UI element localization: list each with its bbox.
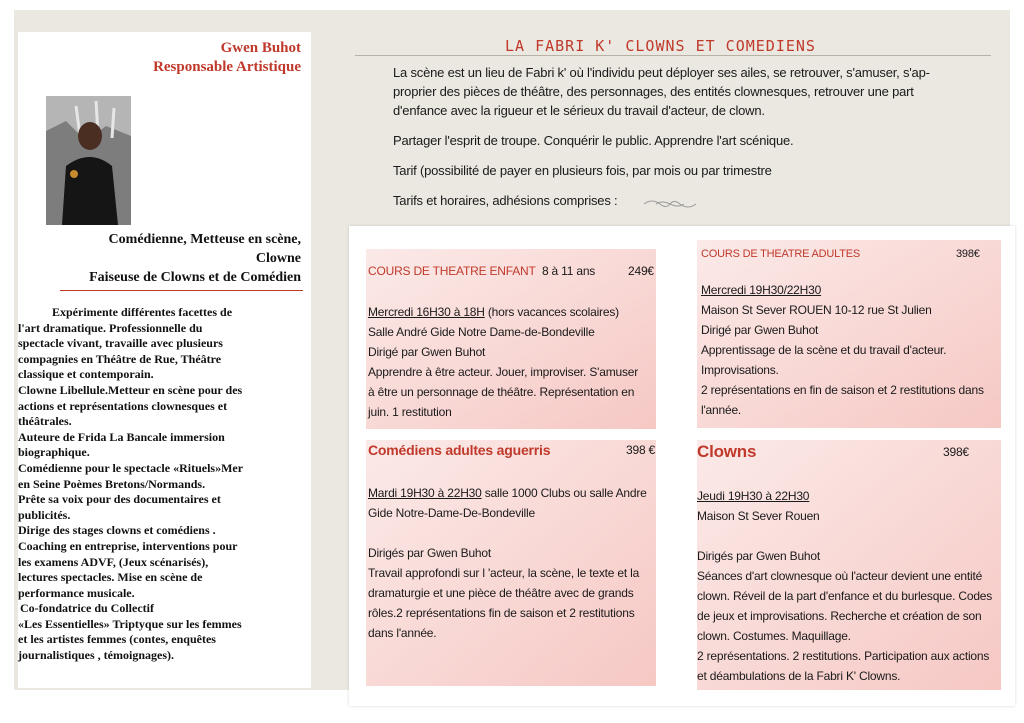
course-line: Apprendre à être acteur. Jouer, improviser. S'amuser: [368, 365, 639, 379]
course-line: Maison St Sever ROUEN 10-12 rue St Julien: [701, 303, 932, 317]
intro-line: Partager l'esprit de troupe. Conquérir le public. Apprendre l'art scénique.: [393, 133, 794, 148]
bio-line: Clowne Libellule.Metteur en scène pour des: [18, 382, 243, 397]
job-description: [28, 230, 301, 287]
intro-paragraph: [393, 161, 988, 180]
profile-column: [18, 32, 311, 688]
course-details: [697, 486, 992, 686]
portrait-photo-icon: [46, 96, 131, 225]
course-details: [701, 280, 984, 420]
intro-paragraph: [393, 131, 988, 150]
ornament-swirl-icon: [642, 196, 698, 212]
job-line: Clowne: [255, 251, 301, 266]
course-schedule: Mardi 19H30 à 22H30 salle 1000 Clubs ou salle Andre: [368, 486, 647, 500]
course-line: l'année.: [701, 403, 742, 417]
page-title: LA FABRI K' CLOWNS ET COMEDIENS: [505, 37, 816, 55]
bio-line: et les artistes femmes (contes, enquêtes: [18, 632, 216, 647]
bio-line: journalistiques , témoignages).: [18, 648, 174, 663]
course-line: dans l'année.: [368, 626, 437, 640]
course-line: Salle André Gide Notre Dame-de-Bondeville: [368, 325, 595, 339]
course-line: Dirigés par Gwen Buhot: [368, 546, 491, 560]
bio-line: les examens ADVF, (Jeux scénarisés),: [18, 554, 209, 569]
bio-line: Prête sa voix pour des documentaires et: [18, 492, 221, 507]
intro-line: Tarifs et horaires, adhésions comprises :: [393, 193, 618, 208]
bio-line: publicités.: [18, 507, 71, 522]
intro-line: La scène est un lieu de Fabri k' où l'individu peut déployer ses ailes, se retrouver, s'amuser, s'ap-: [393, 65, 930, 80]
bio-line: performance musicale.: [18, 585, 135, 600]
course-price: 249€: [628, 264, 654, 278]
course-line: Gide Notre-Dame-De-Bondeville: [368, 506, 535, 520]
course-card-clowns: [697, 440, 1001, 690]
intro-paragraph: [393, 63, 988, 120]
course-line: juin. 1 restitution: [368, 405, 452, 419]
course-line: dramaturgie et une pièce de théâtre avec de grands: [368, 586, 634, 600]
course-line: et déambulations de la Fabri K' Clowns.: [697, 669, 901, 683]
bio-line: Auteure de Frida La Bancale immersion: [18, 429, 225, 444]
job-line: Comédienne, Metteuse en scène,: [108, 232, 301, 247]
course-card-adults: [697, 240, 1001, 428]
course-line: Apprentissage de la scène et du travail d'acteur.: [701, 343, 947, 357]
course-schedule: Mercredi 19H30/22H30: [701, 283, 822, 297]
bio-line: Comédienne pour le spectacle «Rituels»Mer: [18, 460, 244, 475]
bio-line: Expérimente différentes facettes de: [52, 305, 233, 319]
bio-line: théâtrales.: [18, 414, 72, 429]
course-line: clown. Réveil de la part d'enfance et du burlesque. Codes: [697, 589, 993, 603]
course-details: [368, 302, 638, 422]
course-title: Clowns: [697, 442, 757, 461]
course-price: 398€: [956, 248, 980, 260]
bio-line: classique et contemporain.: [18, 367, 154, 382]
course-price: 398€: [943, 445, 969, 459]
course-card-experienced: [366, 440, 656, 686]
bio-line: spectacle vivant, travaille avec plusieurs: [18, 336, 223, 351]
course-line: clown. Costumes. Maquillage.: [697, 629, 851, 643]
course-line: Travail approfondi sur l 'acteur, la scène, le texte et la: [368, 566, 640, 580]
author-role: Responsable Artistique: [153, 59, 301, 75]
bio-line: actions et représentations clownesques et: [18, 398, 228, 413]
course-line: 2 représentations en fin de saison et 2 restitutions dans: [701, 383, 984, 397]
bio-line: biographique.: [18, 445, 90, 460]
course-line: de jeux et improvisations. Recherche et création de son: [697, 609, 982, 623]
course-title: COURS DE THEATRE ADULTES: [701, 248, 861, 260]
bio-line: l'art dramatique. Professionnelle du: [18, 320, 203, 335]
bio-line: compagnies en Théâtre de Rue, Théâtre: [18, 351, 222, 366]
author-name: Gwen Buhot: [220, 40, 301, 56]
biography: [18, 305, 278, 664]
course-schedule: Mercredi 16H30 à 18H (hors vacances scolaires): [368, 305, 619, 319]
course-line: [368, 523, 647, 543]
course-schedule: Jeudi 19H30 à 22H30: [697, 489, 810, 503]
course-card-children: [366, 249, 656, 429]
course-line: Improvisations.: [701, 363, 779, 377]
course-age: 8 à 11 ans: [541, 264, 596, 278]
bio-line: lectures spectacles. Mise en scène de: [18, 570, 203, 585]
course-line: 2 représentations. 2 restitutions. Participation aux actions: [697, 649, 990, 663]
course-line: Séances d'art clownesque où l'acteur devient une entité: [697, 569, 983, 583]
course-line: à être un personnage de théâtre. Représentation en: [368, 385, 635, 399]
title-divider: [355, 55, 991, 56]
bio-line: Coaching en entreprise, interventions pour: [18, 538, 238, 553]
course-line: rôles.2 représentations fin de saison et 2 restitutions: [368, 606, 635, 620]
course-line: Dirigé par Gwen Buhot: [368, 345, 486, 359]
intro-line: Tarif (possibilité de payer en plusieurs fois, par mois ou par trimestre: [393, 163, 772, 178]
course-line: Dirigé par Gwen Buhot: [701, 323, 819, 337]
bio-line: Co-fondatrice du Collectif: [20, 601, 154, 616]
course-line: Dirigés par Gwen Buhot: [697, 549, 820, 563]
course-price: 398 €: [626, 443, 656, 457]
bio-line: Dirige des stages clowns et comédiens .: [18, 523, 216, 538]
job-line: Faiseuse de Clowns et de Comédien: [89, 270, 301, 285]
course-title: COURS DE THEATRE ENFANT 8 à 11 ans: [368, 264, 596, 278]
course-line: [697, 526, 992, 546]
bio-line: «Les Essentielles» Triptyque sur les femmes: [18, 616, 242, 631]
course-title: Comédiens adultes aguerris: [368, 442, 551, 458]
course-line: Maison St Sever Rouen: [697, 509, 820, 523]
divider: [60, 290, 303, 291]
intro-line: d'enfance avec la rigueur et le sérieux du travail d'acteur, de clown.: [393, 103, 765, 118]
bio-line: en Seine Poèmes Bretons/Normands.: [18, 476, 206, 491]
intro-line: proprier des pièces de théâtre, des personnages, des entités clownesques, retrouver une part: [393, 84, 914, 99]
course-details: [368, 483, 647, 643]
intro-text: [393, 63, 988, 210]
